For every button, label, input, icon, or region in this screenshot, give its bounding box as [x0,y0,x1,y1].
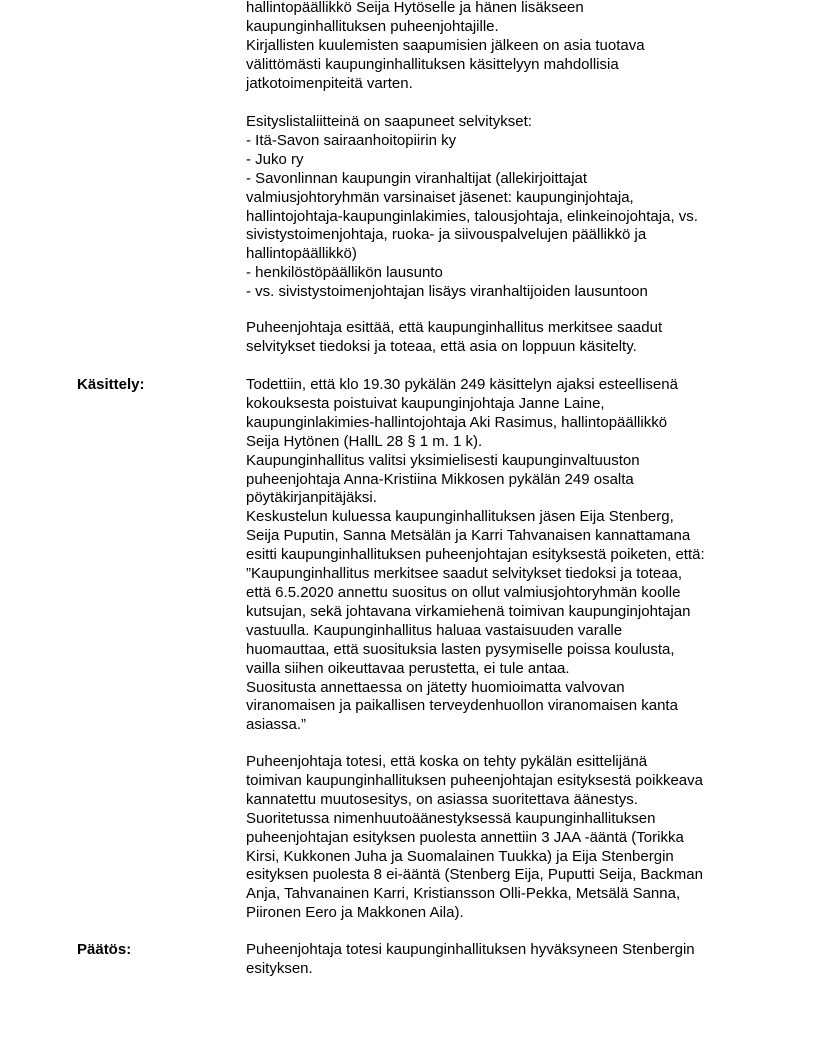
text-line: välittömästi kaupunginhallituksen käsittelyyn mahdollisia [246,55,619,73]
list-item: - Itä-Savon sairaanhoitopiirin ky [246,131,457,149]
text-line: toimivan kaupunginhallituksen puheenjohtajan esityksestä poikkeava [246,771,703,789]
text-line: hallintopäällikkö) [246,245,357,263]
text-line: Suositusta annettaessa on jätetty huomioimatta valvovan [246,678,625,696]
text-line: esitti kaupunginhallituksen puheenjohtajan esityksestä poiketen, että: [246,546,705,564]
text-line: vastuulla. Kaupunginhallitus haluaa vastaisuuden varalle [246,621,623,639]
text-line: Keskustelun kuluessa kaupunginhallituksen jäsen Eija Stenberg, [246,508,674,526]
text-line: hallintopäällikkö Seija Hytöselle ja hänen lisäkseen [246,0,584,16]
kasittely-label: Käsittely: [77,376,145,393]
text-line: Puheenjohtaja totesi, että koska on tehty pykälän esittelijänä [246,753,648,770]
text-line: viranomaisen ja paikallisen terveydenhuollon viranomaisen kanta [246,697,678,715]
text-line: ”Kaupunginhallitus merkitsee saadut selvitykset tiedoksi ja toteaa, [246,565,683,583]
text-line: valmiusjohtoryhmän varsinaiset jäsenet: kaupunginjohtaja, [246,188,634,206]
paatos-paragraph [246,941,746,979]
text-line: esityksen puolesta 8 ei-ääntä (Stenberg Eija, Puputti Seija, Backman [246,866,703,884]
text-line: kannatettu muutosesitys, on asiassa suoritettava äänestys. [246,790,638,808]
proposal-paragraph [246,319,746,357]
list-item: - Savonlinnan kaupungin viranhaltijat (allekirjoittajat [246,169,588,187]
text-line: Anja, Tahvanainen Karri, Kristiansson Olli-Pekka, Metsälä Sanna, [246,885,681,903]
kasittely-paragraph-1 [246,376,746,735]
text-line: puheenjohtaja Anna-Kristiina Mikkosen pykälän 249 osalta [246,470,634,488]
text-line: Seija Puputin, Sanna Metsälän ja Karri Tahvanaisen kannattamana [246,527,691,545]
text-line: selvitykset tiedoksi ja toteaa, että asia on loppuun käsitelty. [246,337,637,355]
text-line: Suoritetussa nimenhuutoäänestyksessä kaupunginhallituksen [246,809,656,827]
text-line: Esityslistaliitteinä on saapuneet selvitykset: [246,113,532,130]
text-line: pöytäkirjanpitäjäksi. [246,489,377,507]
text-line: Kirjallisten kuulemisten saapumisien jälkeen on asia tuotava [246,36,645,54]
text-line: huomauttaa, että suosituksia lasten pysymiselle poissa koulusta, [246,640,675,658]
text-line: puheenjohtajan esityksen puolesta annettiin 3 JAA -ääntä (Torikka [246,828,684,846]
list-item: - Juko ry [246,150,304,168]
text-line: Puheenjohtaja esittää, että kaupunginhallitus merkitsee saadut [246,319,663,336]
text-line: Puheenjohtaja totesi kaupunginhallituksen hyväksyneen Stenbergin [246,941,695,958]
text-line: esityksen. [246,959,313,977]
paatos-label: Päätös: [77,941,132,958]
text-line: hallintojohtaja-kaupunginlakimies, talousjohtaja, elinkeinojohtaja, vs. [246,207,698,225]
list-item: - vs. sivistystoimenjohtajan lisäys viranhaltijoiden lausuntoon [246,283,648,301]
attachments-paragraph [246,113,746,302]
text-line: Kaupunginhallitus valitsi yksimielisesti kaupunginvaltuuston [246,451,640,469]
text-line: Kirsi, Kukkonen Juha ja Suomalainen Tuukka) ja Eija Stenbergin [246,847,674,865]
text-line: kaupunginlakimies-hallintojohtaja Aki Rasimus, hallintopäällikkö [246,413,668,431]
intro-paragraph [246,0,746,94]
list-item: - henkilöstöpäällikön lausunto [246,264,443,282]
text-line: Todettiin, että klo 19.30 pykälän 249 käsittelyn ajaksi esteellisenä [246,376,678,393]
text-line: Seija Hytönen (HallL 28 § 1 m. 1 k). [246,432,483,450]
text-line: kutsujan, sekä johtavana virkamiehenä toimivan kaupunginjohtajan [246,602,691,620]
text-line: Piironen Eero ja Makkonen Aila). [246,904,464,922]
text-line: vailla siihen oikeuttavaa perustetta, ei tule antaa. [246,659,570,677]
text-line: sivistystoimenjohtaja, ruoka- ja siivouspalvelujen päällikkö ja [246,226,647,244]
text-line: kaupunginhallituksen puheenjohtajille. [246,17,499,35]
text-line: kokouksesta poistuivat kaupunginjohtaja Janne Laine, [246,394,605,412]
text-line: asiassa.” [246,716,307,734]
text-line: jatkotoimenpiteitä varten. [246,74,413,92]
text-line: että 6.5.2020 annettu suositus on ollut valmiusjohtoryhmän koolle [246,583,681,601]
kasittely-paragraph-2 [246,753,746,923]
